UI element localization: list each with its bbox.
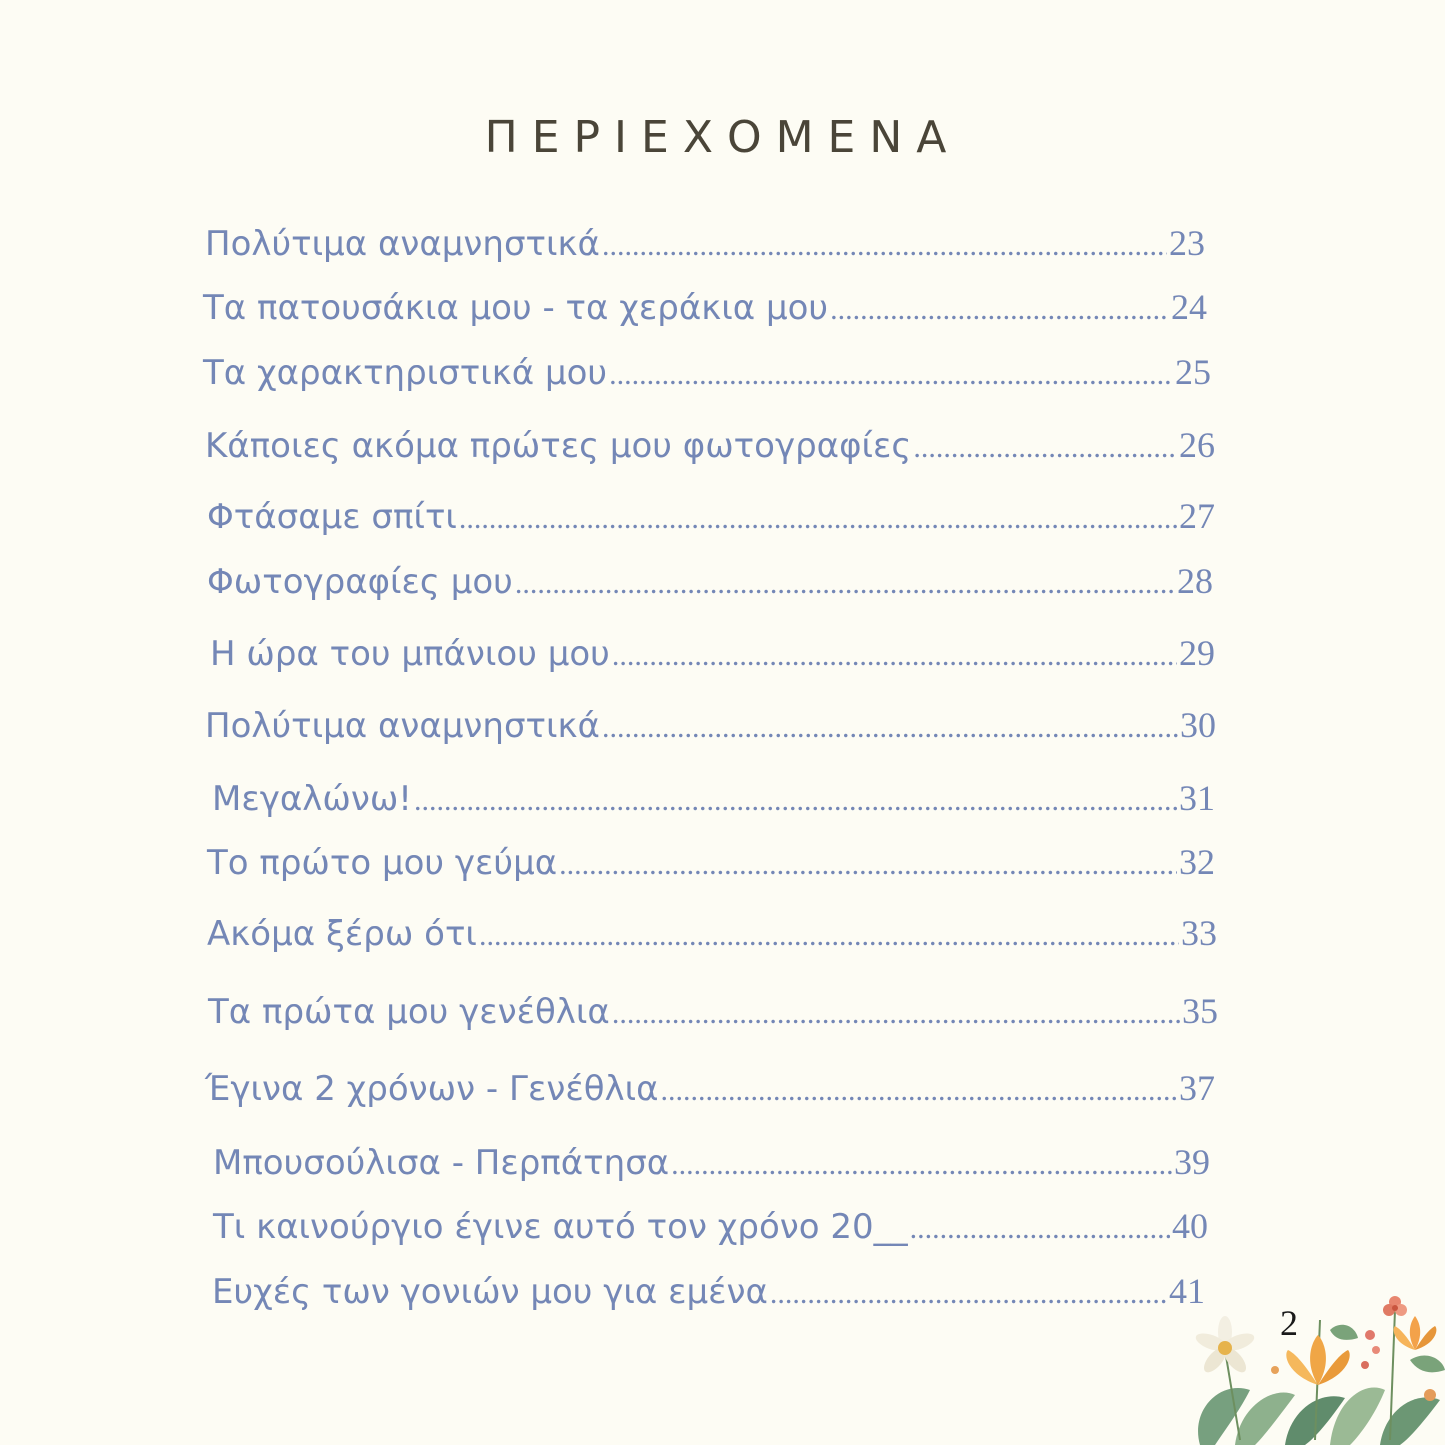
toc-entry-title: Τι καινούργιο έγινε αυτό τον χρόνο 20__ [213,1207,908,1247]
toc-entry-page: 25 [1175,352,1211,392]
toc-entry-title: Πολύτιμα αναμνηστικά [205,224,600,264]
toc-entry [213,1205,1208,1247]
toc-dot-leader [661,1074,1177,1108]
toc-entry-title: Το πρώτο μου γεύμα [207,843,558,883]
toc-entry-page: 39 [1174,1142,1210,1182]
toc-entry [208,990,1218,1032]
toc-entry-page: 30 [1180,705,1216,745]
toc-entry-page: 23 [1169,223,1205,263]
toc-entry-title: Κάποιες ακόμα πρώτες μου φωτογραφίες [205,426,912,466]
toc-dot-leader [459,502,1177,536]
toc-entry-title: Τα χαρακτηριστικά μου [203,353,608,393]
toc-entry-title: Ακόμα ξέρω ότι [207,914,477,954]
toc-dot-leader [559,848,1177,882]
toc-dot-leader [910,1212,1170,1246]
toc-entry [205,424,1215,466]
toc-entry [207,560,1213,602]
toc-entry [212,1270,1205,1312]
toc-entry-page: 24 [1171,287,1207,327]
toc-entry [205,222,1205,264]
toc-entry [213,1141,1210,1183]
toc-entry-title: Φωτογραφίες μου [207,562,513,602]
toc-dot-leader [479,919,1179,953]
toc-entry [207,912,1217,954]
toc-dot-leader [671,1148,1172,1182]
toc-dot-leader [414,784,1177,818]
page-number: 2 [1280,1303,1298,1343]
toc-dot-leader [830,293,1169,327]
toc-entry-page: 33 [1181,913,1217,953]
toc-entry-title: Μπουσούλισα - Περπάτησα [213,1143,670,1183]
toc-dot-leader [609,358,1173,392]
toc-entry-title: Φτάσαμε σπίτι [207,497,457,537]
toc-dot-leader [602,229,1167,263]
toc-dot-leader [612,639,1177,673]
toc-entry [205,704,1216,746]
toc-entry-page: 41 [1169,1271,1205,1311]
toc-dot-leader [515,567,1175,601]
toc-entry-page: 29 [1179,633,1215,673]
toc-entry-title: Τα πρώτα μου γενέθλια [208,992,610,1032]
toc-entry-page: 37 [1179,1068,1215,1108]
toc-entry-page: 28 [1177,561,1213,601]
toc-entry-title: Μεγαλώνω! [212,779,412,819]
toc-entry-title: Η ώρα του μπάνιου μου [210,634,610,674]
toc-dot-leader [612,997,1180,1031]
toc-entry [203,286,1207,328]
toc-entry [203,351,1211,393]
toc-entry [210,632,1215,674]
toc-entry [207,841,1215,883]
toc-entry-title: Τα πατουσάκια μου - τα χεράκια μου [203,288,829,328]
toc-entry-title: Έγινα 2 χρόνων - Γενέθλια [205,1069,659,1109]
toc-entry-page: 26 [1179,425,1215,465]
toc-dot-leader [913,431,1177,465]
toc-entry-page: 40 [1172,1206,1208,1246]
toc-dot-leader [770,1277,1167,1311]
toc-entry-title: Πολύτιμα αναμνηστικά [205,706,600,746]
toc-entry-title: Ευχές των γονιών μου για εμένα [212,1272,768,1312]
toc-entry-page: 27 [1179,496,1215,536]
page-title: ΠΕΡΙΕΧΟΜΕΝΑ [484,112,961,163]
toc-entry [212,777,1215,819]
floral-corner-icon [1180,1290,1445,1445]
toc-entry-page: 32 [1179,842,1215,882]
toc-entry-page: 31 [1179,778,1215,818]
toc-entry [205,1067,1215,1109]
toc-entry [207,495,1215,537]
toc-entry-page: 35 [1182,991,1218,1031]
toc-dot-leader [602,711,1178,745]
